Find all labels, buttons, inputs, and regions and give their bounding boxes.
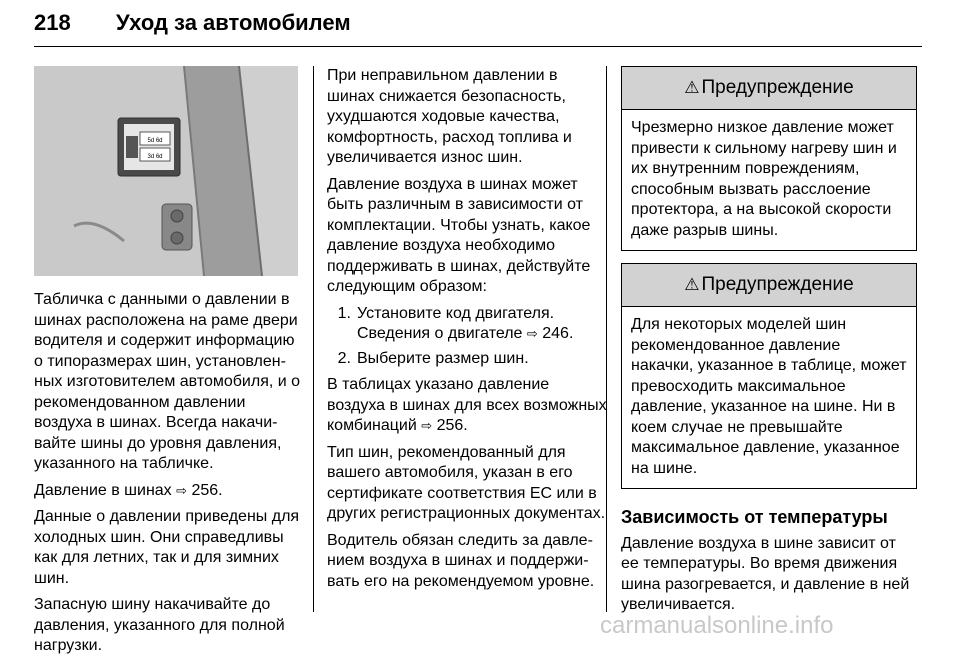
paragraph: В таблицах указано давление воздуха в шинах для всех возможных комбинаций ⇨ 256. [327,375,607,437]
page-reference-icon: ⇨ [421,418,433,433]
chapter-title: Уход за автомобилем [116,10,351,35]
column-3 [621,66,917,616]
paragraph: Запасную шину накачивайте до давления, указанного для полной нагрузки. [34,596,285,654]
warning-box [621,66,917,251]
paragraph: Данные о давлении приведены для холодных шин. Они справедливы как для летних, так и для зимних шин. [34,508,300,587]
page-reference-icon: ⇨ [176,482,188,498]
header-rule [34,46,922,47]
placard-line-1: 5d 6d [147,138,163,144]
watermark: carmanualsonline.info [600,612,834,639]
warning-icon: ⚠ [684,274,700,294]
figure-caption: Табличка с данными о давлении в шинах расположена на раме двери водителя и содержит информацию о типоразмерах шин, установленных изготовителем автомобиля, и о рекомендованном давлении воздуха в шинах. Всегда накачивайте шины до уровня давления, указанного на табличке. [34,291,301,472]
placard-line-2: 3d 6d [147,154,163,160]
steps-list [327,304,607,370]
column-divider-1 [313,66,314,612]
column-2 [327,66,607,598]
section-heading: Зависимость от температуры [621,507,888,527]
page-reference-icon: ⇨ [526,326,538,341]
warning-body: Для некоторых моделей шин рекомендованное давление накачки, указанное в таблице, может превосходить максимальное давление, указанное на шине. Ни в коем случае не превышайте максимальное давление, указанное на шине. [631,316,907,477]
warning-header: ⚠ Предупреждение [622,264,916,307]
warning-icon: ⚠ [684,77,700,97]
paragraph: Водитель обязан следить за давлением воздуха в шинах и поддерживать его на рекомендуемом уровне. [327,531,595,590]
page-reference[interactable]: 246. [542,325,574,342]
column-1 [34,290,304,663]
list-item: 1. Установите код двигателя. Сведения о двигателе ⇨ 246. [327,304,607,345]
page-header [34,10,351,36]
tire-placard-photo [34,66,298,276]
paragraph: Давление в шинах ⇨ 256. [34,481,304,502]
paragraph: Давление воздуха в шинах может быть различным в зависимости от комплектации. Чтобы узнать, какое давление воздуха необходимо поддерживать в шинах, действуйте следующим образом: [327,175,591,295]
list-item: 2. Выберите размер шин. [337,349,529,367]
page-number: 218 [34,10,71,35]
page-reference[interactable]: 256. [191,481,223,499]
warning-header: ⚠ Предупреждение [622,67,916,110]
paragraph: При неправильном давлении в шинах снижается безопасность, ухудшаются ходовые качества, комфортность, расход топлива и увеличивается износ шин. [327,67,572,166]
warning-box [621,263,917,489]
paragraph: Тип шин, рекомендованный для вашего автомобиля, указан в его сертификате соответствия ЕС или в других регистрационных документах. [327,443,606,522]
paragraph: Давление воздуха в шине зависит от ее температуры. Во время движения шина разогревается, и давление в ней увеличивается. [621,534,910,613]
page-reference[interactable]: 256. [436,417,468,434]
warning-body: Чрезмерно низкое давление может привести к сильному нагреву шин и их внутренним повреждениям, способным вызвать расслоение протектора, а на высокой скорости даже разрыв шины. [631,119,897,239]
